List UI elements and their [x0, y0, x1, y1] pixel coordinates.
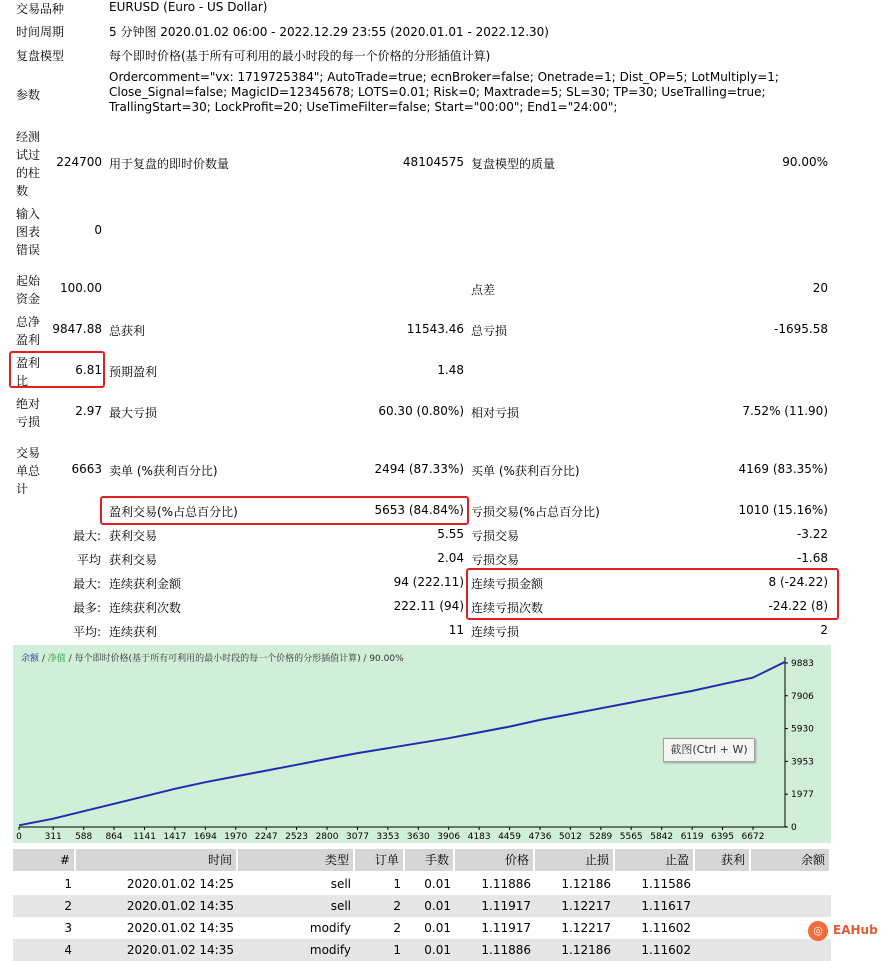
x-tick-label: 1141	[133, 832, 156, 842]
column-header[interactable]: 订单	[355, 849, 405, 871]
cons-win-amt-value: 94 (222.11)	[393, 575, 464, 589]
highlight-win-trades	[100, 496, 469, 525]
table-cell	[751, 895, 831, 917]
x-tick-label: 864	[105, 832, 123, 842]
cons-loss-amt-value: 8 (-24.22)	[768, 575, 828, 589]
avg-loss-label: 亏损交易	[471, 553, 520, 567]
table-cell: 1.12186	[561, 943, 611, 957]
table-cell: 1.11917	[481, 921, 531, 935]
table-cell: 2	[393, 921, 401, 935]
trades-label: 交易单总计	[16, 446, 41, 496]
avg-win-label: 获利交易	[109, 553, 158, 567]
x-tick-label: 4183	[467, 832, 491, 842]
abs-dd-label: 绝对亏损	[16, 397, 41, 429]
row-deposit	[0, 272, 882, 308]
column-header[interactable]: #	[13, 849, 76, 871]
symbol-label: 交易品种	[16, 2, 65, 16]
avg-cons-win-value: 11	[448, 623, 464, 637]
table-row	[13, 939, 831, 961]
legend-balance: 余额	[21, 654, 40, 664]
x-tick-label: 0	[16, 832, 22, 842]
avg-cons-loss-value: 2	[820, 623, 828, 637]
largest-loss-label: 亏损交易	[471, 529, 520, 543]
errors-label: 输入图表错误	[16, 207, 41, 257]
loss-label: 亏损交易(%占总百分比)	[471, 505, 600, 519]
table-cell: 1.11602	[641, 943, 691, 957]
gross-loss-label: 总亏损	[471, 324, 508, 338]
x-tick-label: 2800	[315, 832, 339, 842]
x-tick-label: 4736	[528, 832, 552, 842]
row-dd	[0, 395, 882, 431]
x-tick-label: 3630	[406, 832, 430, 842]
table-cell: 1.12217	[561, 899, 611, 913]
column-header[interactable]: 止盈	[615, 849, 695, 871]
quality-value: 90.00%	[782, 155, 828, 169]
legend-rest: / 每个即时价格(基于所有可利用的最小时段的每一个价格的分形插值计算) / 90.00%	[65, 654, 404, 664]
table-cell: 1.12217	[561, 921, 611, 935]
eahub-watermark	[808, 919, 878, 943]
table-cell: 2020.01.02 14:25	[126, 877, 234, 891]
x-tick-label: 6119	[680, 832, 704, 842]
table-cell	[695, 873, 751, 895]
short-label: 卖单 (%获利百分比)	[109, 464, 218, 478]
eahub-text: EAHub	[833, 923, 878, 937]
rel-dd-label: 相对亏损	[471, 406, 520, 420]
cons-loss-cnt-value: -24.22 (8)	[768, 599, 828, 613]
spread-value: 20	[812, 281, 828, 295]
deposit-value: 100.00	[60, 281, 102, 295]
x-tick-label: 1417	[163, 832, 187, 842]
x-tick-label: 5012	[558, 832, 582, 842]
table-cell: 1.11586	[641, 877, 691, 891]
table-cell: 1.11886	[481, 877, 531, 891]
table-cell	[695, 939, 751, 961]
params-value: Ordercomment="vx: 1719725384"; AutoTrade=true; ecnBroker=false; Onetrade=1; Dist_OP=5; LotMultiply=1; Close_Signal=false; MagicID=12345678; LOTS=0.01; Risk=0; Maxtrade=5; SL=30; TP=30; UseTralling=true; TrallingStart=30; LockProfit=20; UseTimeFilter=false; Start="00:00"; End1="24:00";	[109, 70, 779, 114]
ticks-value: 48104575	[402, 155, 464, 169]
row-model	[0, 47, 882, 69]
table-cell: 1.11617	[641, 899, 691, 913]
largest-prefix: 最大:	[72, 529, 101, 543]
table-cell	[695, 917, 751, 939]
table-cell: 0.01	[424, 921, 451, 935]
table-row	[13, 873, 831, 895]
period-label: 时间周期	[16, 25, 65, 39]
ticks-label: 用于复盘的即时价数量	[109, 157, 230, 171]
table-cell	[695, 895, 751, 917]
x-tick-label: 2523	[285, 832, 309, 842]
cons-count-prefix: 最多:	[72, 601, 101, 615]
column-header[interactable]: 获利	[695, 849, 751, 871]
cons-win-amt-label: 连续获利金额	[109, 577, 182, 591]
table-cell: 0.01	[424, 877, 451, 891]
loss-value: 1010 (15.16%)	[738, 503, 828, 517]
table-cell: 2	[64, 899, 72, 913]
table-cell: 2	[393, 899, 401, 913]
row-avg-cons	[0, 623, 882, 645]
avg-win-value: 2.04	[437, 551, 464, 565]
row-largest	[0, 527, 882, 549]
table-cell: 1.12186	[561, 877, 611, 891]
x-tick-label: 5842	[650, 832, 674, 842]
table-cell: 1.11917	[481, 899, 531, 913]
y-tick-label: 1977	[791, 790, 814, 801]
abs-dd-value: 2.97	[75, 404, 102, 418]
x-tick-label: 1694	[193, 832, 217, 842]
balance-chart	[13, 645, 831, 843]
table-cell: sell	[330, 899, 351, 913]
pf-label: 盈利比	[16, 356, 41, 388]
avg-cons-prefix: 平均:	[72, 625, 101, 639]
short-value: 2494 (87.33%)	[374, 462, 464, 476]
gross-profit-label: 总获利	[109, 324, 146, 338]
table-cell: 4	[64, 943, 72, 957]
table-row	[13, 895, 831, 917]
win-value: 5653 (84.84%)	[374, 503, 464, 517]
cons-amount-prefix: 最大:	[72, 577, 101, 591]
highlight-profit-factor	[9, 351, 105, 388]
orders-header	[13, 849, 831, 871]
expected-label: 预期盈利	[109, 365, 158, 379]
table-cell: 3	[64, 921, 72, 935]
table-cell: 1.11886	[481, 943, 531, 957]
cons-loss-amt-label: 连续亏损金额	[471, 577, 544, 591]
column-header[interactable]: 价格	[455, 849, 535, 871]
x-tick-label: 4459	[498, 832, 521, 842]
expected-value: 1.48	[437, 363, 464, 377]
cons-win-cnt-label: 连续获利次数	[109, 601, 182, 615]
avg-cons-win-label: 连续获利	[109, 625, 158, 639]
table-cell: 0.01	[424, 943, 451, 957]
pf-value: 6.81	[75, 363, 102, 377]
symbol-value: EURUSD (Euro - US Dollar)	[109, 0, 268, 14]
table-cell: 1	[393, 877, 401, 891]
max-dd-value: 60.30 (0.80%)	[378, 404, 464, 418]
table-cell: 1	[393, 943, 401, 957]
table-cell: 2020.01.02 14:35	[126, 899, 234, 913]
win-label: 盈利交易(%占总百分比)	[109, 505, 238, 519]
average-prefix: 平均	[76, 553, 101, 567]
column-header[interactable]: 手数	[405, 849, 455, 871]
y-tick-label: 3953	[791, 757, 814, 768]
column-header[interactable]: 时间	[76, 849, 238, 871]
screenshot-tooltip: 截图(Ctrl + W)	[663, 738, 755, 762]
row-trades	[0, 444, 882, 498]
cons-win-cnt-value: 222.11 (94)	[393, 599, 464, 613]
x-tick-label: 3077	[346, 832, 369, 842]
y-tick-label: 9883	[791, 658, 814, 669]
table-cell: 0.01	[424, 899, 451, 913]
y-tick-label: 7906	[791, 691, 814, 702]
column-header[interactable]: 类型	[238, 849, 355, 871]
x-tick-label: 311	[44, 832, 62, 842]
largest-win-value: 5.55	[437, 527, 464, 541]
avg-loss-value: -1.68	[796, 551, 828, 565]
x-tick-label: 5289	[589, 832, 613, 842]
bars-value: 224700	[56, 155, 102, 169]
x-tick-label: 5565	[619, 832, 643, 842]
y-tick-label: 0	[791, 823, 797, 833]
legend-equity: 净值	[47, 654, 66, 664]
row-params	[0, 70, 882, 124]
bars-label: 经测试过的柱数	[16, 130, 41, 198]
column-header[interactable]: 止损	[535, 849, 615, 871]
largest-win-label: 获利交易	[109, 529, 158, 543]
gross-loss-value: -1695.58	[774, 322, 828, 336]
table-cell: 2020.01.02 14:35	[126, 943, 234, 957]
row-errors	[0, 205, 882, 259]
net-label: 总净盈利	[16, 315, 41, 347]
table-cell: 2020.01.02 14:35	[126, 921, 234, 935]
x-tick-label: 3353	[376, 832, 400, 842]
x-tick-label: 1970	[224, 832, 248, 842]
legend-sep: /	[39, 654, 48, 664]
model-value: 每个即时价格(基于所有可利用的最小时段的每一个价格的分形插值计算)	[109, 49, 491, 63]
params-label: 参数	[16, 88, 41, 102]
rel-dd-value: 7.52% (11.90)	[742, 404, 828, 418]
largest-loss-value: -3.22	[796, 527, 828, 541]
y-tick-label: 5930	[791, 724, 814, 735]
row-pf	[0, 354, 882, 390]
long-value: 4169 (83.35%)	[738, 462, 828, 476]
table-row	[13, 917, 831, 939]
model-label: 复盘模型	[16, 49, 65, 63]
x-tick-label: 588	[75, 832, 93, 842]
table-cell: 1.11602	[641, 921, 691, 935]
row-period	[0, 23, 882, 45]
spread-label: 点差	[471, 283, 496, 297]
period-value: 5 分钟图 2020.01.02 06:00 - 2022.12.29 23:55 (2020.01.01 - 2022.12.30)	[109, 25, 549, 39]
eahub-logo-icon: ◎	[808, 921, 828, 941]
deposit-label: 起始资金	[16, 274, 41, 306]
x-tick-label: 6395	[711, 832, 734, 842]
table-cell: modify	[309, 921, 351, 935]
table-cell	[751, 873, 831, 895]
errors-value: 0	[94, 223, 102, 237]
row-bars	[0, 128, 882, 200]
table-cell: sell	[330, 877, 351, 891]
quality-label: 复盘模型的质量	[471, 157, 556, 171]
column-header[interactable]: 余额	[751, 849, 831, 871]
long-label: 买单 (%获利百分比)	[471, 464, 580, 478]
cons-loss-cnt-label: 连续亏损次数	[471, 601, 544, 615]
max-dd-label: 最大亏损	[109, 406, 158, 420]
x-tick-label: 2247	[254, 832, 278, 842]
x-tick-label: 6672	[741, 832, 765, 842]
trades-value: 6663	[71, 462, 102, 476]
table-cell: 1	[64, 877, 72, 891]
net-value: 9847.88	[52, 322, 102, 336]
highlight-consecutive-losses	[466, 568, 839, 620]
x-tick-label: 3906	[437, 832, 461, 842]
row-net	[0, 313, 882, 349]
table-cell: modify	[309, 943, 351, 957]
gross-profit-value: 11543.46	[406, 322, 464, 336]
row-symbol	[0, 0, 882, 22]
avg-cons-loss-label: 连续亏损	[471, 625, 520, 639]
